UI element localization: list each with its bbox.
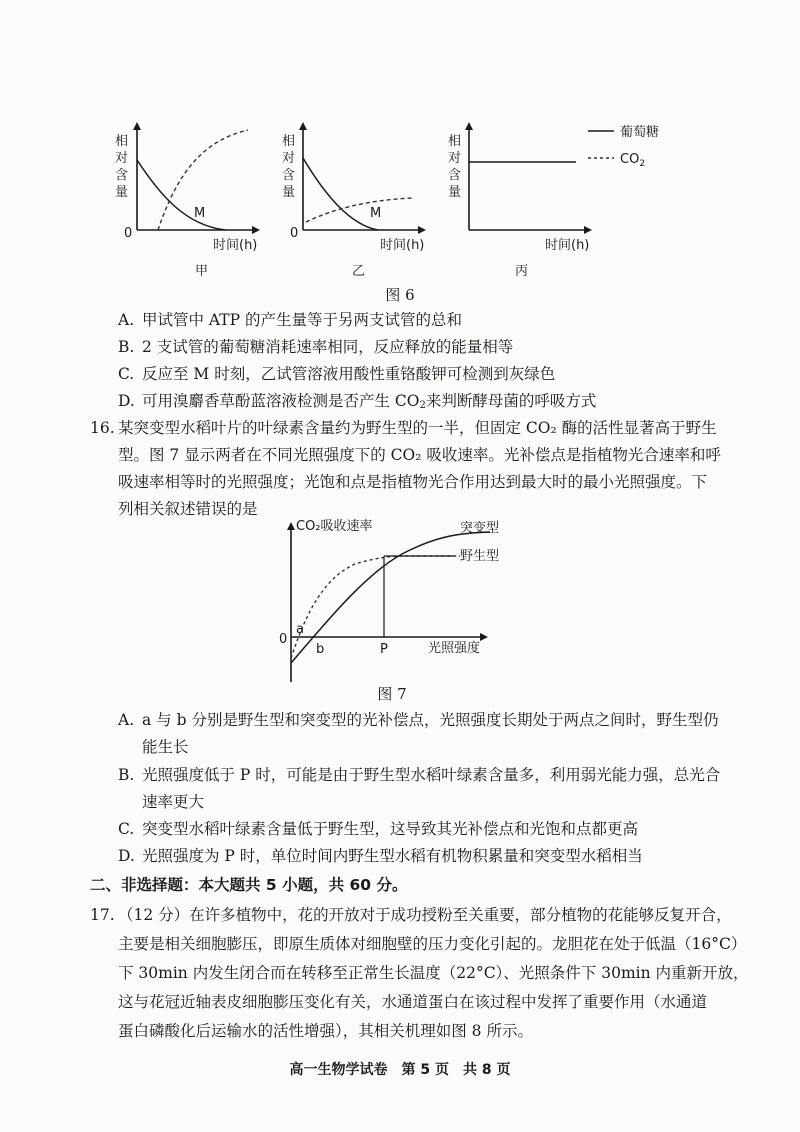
panel-caption: 乙 <box>352 264 366 279</box>
option-label: B. <box>118 338 135 356</box>
option-text: 反应至 M 时刻，乙试管溶液用酸性重铬酸钾可检测到灰绿色 <box>142 365 556 383</box>
q16-stem-line: 某突变型水稻叶片的叶绿素含量约为野生型的一半，但固定 CO₂ 酶的活性显著高于野生 <box>118 419 717 437</box>
point-b-label: b <box>316 642 325 657</box>
y-label-char: 含 <box>115 168 129 183</box>
q16-number: 16. <box>90 419 115 437</box>
y-label-char: 对 <box>115 151 129 166</box>
glucose-curve <box>137 160 225 230</box>
point-p-label: P <box>380 642 388 657</box>
page-footer: 高一生物学试卷 第 5 页 共 8 页 <box>289 1062 511 1078</box>
fig6-panel-jia <box>115 124 258 279</box>
q17-number: 17. <box>90 906 115 924</box>
q17-stem-line: 蛋白磷酸化后运输水的活性增强），其相关机理如图 8 所示。 <box>118 1022 533 1040</box>
x-axis-label: 时间(h) <box>213 238 258 253</box>
q15-option-d <box>118 390 596 412</box>
section-2-heading: 二、非选择题：本大题共 5 小题，共 60 分。 <box>90 876 408 894</box>
option-text: 甲试管中 ATP 的产生量等于另两支试管的总和 <box>142 311 462 329</box>
y-label-char: 对 <box>282 151 296 166</box>
q16-stem-line: 列相关叙述错误的是 <box>118 500 258 518</box>
series-wild-label: 野生型 <box>460 549 500 564</box>
option-label: B. <box>118 766 135 784</box>
y-label-char: 对 <box>448 151 462 166</box>
legend-co2-sub: 2 <box>639 159 646 169</box>
origin-label: 0 <box>124 226 133 241</box>
fig6-legend <box>588 124 659 169</box>
legend-co2-label: $CO_2$ <box>620 152 646 169</box>
option-text: a 与 b 分别是野生型和突变型的光补偿点，光照强度长期处于两点之间时，野生型仍 <box>142 711 719 729</box>
option-text: 光照强度为 P 时，单位时间内野生型水稻有机物积累量和突变型水稻相当 <box>142 847 643 865</box>
figure-6-caption: 图 6 <box>385 286 415 304</box>
marker-m: M <box>370 206 382 221</box>
y-label-char: 含 <box>282 168 296 183</box>
q16-option-b <box>118 764 720 786</box>
y-label-char: 相 <box>448 134 462 149</box>
q16-option-a <box>118 709 718 731</box>
q17-stem-line: （12 分）在许多植物中，花的开放对于成功授粉至关重要，部分植物的花能够反复开合， <box>118 906 732 924</box>
q16-option-d <box>118 845 643 867</box>
q16-option-b-cont: 速率更大 <box>142 793 205 811</box>
point-a-label: a <box>296 622 304 637</box>
option-text: 突变型水稻叶绿素含量低于野生型，这导致其光补偿点和光饱和点都更高 <box>142 820 639 838</box>
y-label-char: 量 <box>282 185 296 200</box>
q17-stem-line: 主要是相关细胞膨压，即原生质体对细胞壁的压力变化引起的。龙胆花在处于低温（16°C） <box>118 935 747 953</box>
q17-stem-line: 下 30min 内发生闭合而在转移至正常生长温度（22°C）、光照条件下 30min 内重新开放， <box>118 964 749 982</box>
q16-option-c <box>118 818 638 840</box>
option-text: 2 支试管的葡萄糖消耗速率相同，反应释放的能量相等 <box>142 338 514 356</box>
option-label: D. <box>118 847 135 865</box>
origin-label: 0 <box>290 226 299 241</box>
fig6-panel-yi <box>282 124 424 279</box>
q15-option-c <box>118 363 555 385</box>
legend-glucose-label: 葡萄糖 <box>620 125 660 140</box>
option-label: D. <box>118 392 135 410</box>
subscript: 2 <box>419 400 426 411</box>
y-label-char: 含 <box>448 168 462 183</box>
y-axis-label: CO₂吸收速率 <box>296 519 373 534</box>
figure-7 <box>260 510 530 690</box>
q16-option-a-cont: 能生长 <box>142 738 189 756</box>
y-label-char: 量 <box>115 185 129 200</box>
fig6-panel-bing <box>448 124 590 279</box>
y-label-char: 量 <box>448 185 462 200</box>
q16-stem-line: 吸速率相等时的光照强度；光饱和点是指植物光合作用达到最大时的最小光照强度。下 <box>118 473 708 491</box>
option-label: C. <box>118 820 135 838</box>
q15-option-b <box>118 336 513 358</box>
panel-caption: 丙 <box>515 264 529 279</box>
origin-label: 0 <box>279 632 288 647</box>
figure-7-caption: 图 7 <box>377 685 407 703</box>
q17-stem-line: 这与花冠近轴表皮细胞膨压变化有关，水通道蛋白在该过程中发挥了重要作用（水通道 <box>118 993 708 1011</box>
option-text-after: 来判断酵母菌的呼吸方式 <box>425 392 597 410</box>
x-axis-label: 光照强度 <box>428 641 481 656</box>
co2-curve <box>306 198 412 222</box>
option-text: 光照强度低于 P 时，可能是由于野生型水稻叶绿素含量多，利用弱光能力强，总光合 <box>142 766 721 784</box>
y-label-char: 相 <box>115 134 129 149</box>
marker-m: M <box>194 206 206 221</box>
option-label: A. <box>118 311 135 329</box>
figure-6 <box>0 0 800 300</box>
x-axis-label: 时间(h) <box>545 238 590 253</box>
q16-stem-line: 型。图 7 显示两者在不同光照强度下的 CO₂ 吸收速率。光补偿点是指植物光合速率和呼 <box>118 446 721 464</box>
q15-option-a <box>118 309 462 331</box>
glucose-curve <box>303 158 378 230</box>
y-label-char: 相 <box>282 134 296 149</box>
panel-caption: 甲 <box>195 264 209 279</box>
option-label: A. <box>118 711 135 729</box>
option-text-before: 可用溴麝香草酚蓝溶液检测是否产生 CO <box>142 392 420 410</box>
series-mutant-label: 突变型 <box>460 521 500 536</box>
option-label: C. <box>118 365 135 383</box>
x-axis-label: 时间(h) <box>380 238 425 253</box>
